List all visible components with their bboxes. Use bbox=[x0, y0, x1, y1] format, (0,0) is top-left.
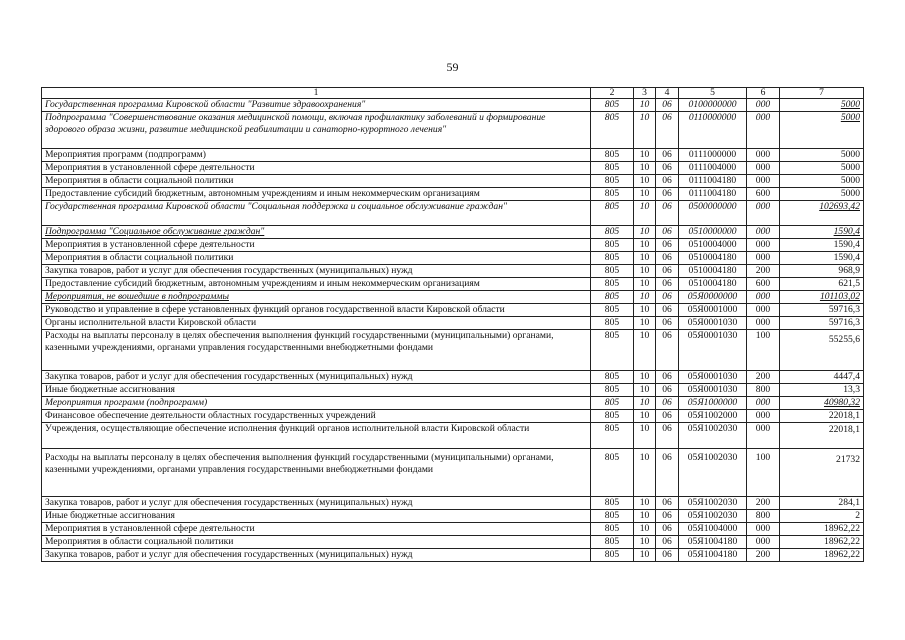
row-col-3: 10 bbox=[634, 397, 656, 410]
row-col-3: 10 bbox=[634, 99, 656, 112]
row-col-3: 10 bbox=[634, 162, 656, 175]
row-col-4: 06 bbox=[656, 330, 679, 371]
row-col-5: 05Я1002030 bbox=[679, 449, 747, 497]
row-col-2: 805 bbox=[591, 549, 634, 562]
row-col-2: 805 bbox=[591, 384, 634, 397]
row-col-2: 805 bbox=[591, 201, 634, 226]
row-col-3: 10 bbox=[634, 497, 656, 510]
table-row bbox=[42, 239, 864, 252]
row-name: Расходы на выплаты персоналу в целях обеспечения выполнения функций государственными (муниципальными) органами, казенными учреждениями, органами управления государственными внебюджетными фондами bbox=[42, 330, 591, 371]
table-row bbox=[42, 523, 864, 536]
budget-table bbox=[41, 87, 864, 562]
row-col-6: 000 bbox=[747, 523, 780, 536]
header-col-5: 5 bbox=[679, 88, 747, 99]
row-col-5: 0110000000 bbox=[679, 112, 747, 149]
row-col-6: 100 bbox=[747, 449, 780, 497]
row-col-6: 000 bbox=[747, 162, 780, 175]
row-amount: 40980,32 bbox=[780, 397, 864, 410]
table-row bbox=[42, 497, 864, 510]
row-col-5: 05Я1004180 bbox=[679, 536, 747, 549]
row-col-6: 800 bbox=[747, 384, 780, 397]
row-amount: 5000 bbox=[780, 162, 864, 175]
header-row bbox=[42, 88, 864, 99]
table-row bbox=[42, 423, 864, 449]
row-col-2: 805 bbox=[591, 278, 634, 291]
row-col-5: 05Я0001030 bbox=[679, 317, 747, 330]
table-row bbox=[42, 510, 864, 523]
row-col-6: 000 bbox=[747, 175, 780, 188]
row-amount: 2 bbox=[780, 510, 864, 523]
table-row bbox=[42, 449, 864, 497]
row-col-2: 805 bbox=[591, 252, 634, 265]
row-col-4: 06 bbox=[656, 449, 679, 497]
row-col-4: 06 bbox=[656, 536, 679, 549]
row-name: Закупка товаров, работ и услуг для обеспечения государственных (муниципальных) нужд bbox=[42, 265, 591, 278]
row-col-3: 10 bbox=[634, 112, 656, 149]
row-col-2: 805 bbox=[591, 226, 634, 239]
row-col-6: 800 bbox=[747, 510, 780, 523]
row-col-5: 05Я0001030 bbox=[679, 384, 747, 397]
row-name: Подпрограмма "Социальное обслуживание граждан" bbox=[42, 226, 591, 239]
row-amount: 5000 bbox=[780, 112, 864, 149]
table-row bbox=[42, 304, 864, 317]
table-row bbox=[42, 410, 864, 423]
row-col-3: 10 bbox=[634, 317, 656, 330]
row-name: Финансовое обеспечение деятельности областных государственных учреждений bbox=[42, 410, 591, 423]
row-col-6: 100 bbox=[747, 330, 780, 371]
row-col-3: 10 bbox=[634, 330, 656, 371]
row-col-4: 06 bbox=[656, 112, 679, 149]
row-col-4: 06 bbox=[656, 497, 679, 510]
table-row bbox=[42, 371, 864, 384]
row-name: Закупка товаров, работ и услуг для обеспечения государственных (муниципальных) нужд bbox=[42, 497, 591, 510]
header-col-1: 1 bbox=[42, 88, 591, 99]
table-row bbox=[42, 252, 864, 265]
row-col-2: 805 bbox=[591, 497, 634, 510]
row-col-6: 000 bbox=[747, 291, 780, 304]
row-name: Государственная программа Кировской области "Социальная поддержка и социальное обслуживание граждан" bbox=[42, 201, 591, 226]
row-name: Предоставление субсидий бюджетным, автономным учреждениям и иным некоммерческим организациям bbox=[42, 278, 591, 291]
row-col-5: 05Я0000000 bbox=[679, 291, 747, 304]
table-row bbox=[42, 188, 864, 201]
row-amount: 968,9 bbox=[780, 265, 864, 278]
row-col-2: 805 bbox=[591, 239, 634, 252]
row-col-3: 10 bbox=[634, 226, 656, 239]
row-name: Мероприятия в области социальной политики bbox=[42, 536, 591, 549]
table-row bbox=[42, 265, 864, 278]
row-col-3: 10 bbox=[634, 278, 656, 291]
row-col-2: 805 bbox=[591, 397, 634, 410]
row-col-2: 805 bbox=[591, 188, 634, 201]
row-col-5: 05Я0001000 bbox=[679, 304, 747, 317]
row-amount: 18962,22 bbox=[780, 523, 864, 536]
row-col-6: 000 bbox=[747, 410, 780, 423]
row-col-4: 06 bbox=[656, 278, 679, 291]
row-col-3: 10 bbox=[634, 201, 656, 226]
row-col-6: 200 bbox=[747, 549, 780, 562]
row-col-5: 0500000000 bbox=[679, 201, 747, 226]
row-amount: 18962,22 bbox=[780, 536, 864, 549]
table-row bbox=[42, 397, 864, 410]
row-col-4: 06 bbox=[656, 371, 679, 384]
row-amount: 102693,42 bbox=[780, 201, 864, 226]
row-amount: 13,3 bbox=[780, 384, 864, 397]
row-col-5: 0510004180 bbox=[679, 265, 747, 278]
row-name: Закупка товаров, работ и услуг для обеспечения государственных (муниципальных) нужд bbox=[42, 549, 591, 562]
row-name: Расходы на выплаты персоналу в целях обеспечения выполнения функций государственными (муниципальными) органами, казенными учреждениями, органами управления государственными внебюджетными фондами bbox=[42, 449, 591, 497]
row-col-4: 06 bbox=[656, 188, 679, 201]
row-col-5: 0111004180 bbox=[679, 175, 747, 188]
row-col-2: 805 bbox=[591, 510, 634, 523]
row-col-3: 10 bbox=[634, 304, 656, 317]
table-row bbox=[42, 317, 864, 330]
row-col-2: 805 bbox=[591, 371, 634, 384]
row-amount: 59716,3 bbox=[780, 304, 864, 317]
row-amount: 5000 bbox=[780, 149, 864, 162]
row-col-2: 805 bbox=[591, 149, 634, 162]
header-col-3: 3 bbox=[634, 88, 656, 99]
row-col-5: 0100000000 bbox=[679, 99, 747, 112]
row-name: Мероприятия в установленной сфере деятельности bbox=[42, 162, 591, 175]
row-col-6: 000 bbox=[747, 149, 780, 162]
row-col-3: 10 bbox=[634, 423, 656, 449]
row-amount: 22018,1 bbox=[780, 410, 864, 423]
row-col-4: 06 bbox=[656, 291, 679, 304]
row-col-6: 000 bbox=[747, 112, 780, 149]
row-col-6: 600 bbox=[747, 278, 780, 291]
row-name: Органы исполнительной власти Кировской области bbox=[42, 317, 591, 330]
row-name: Закупка товаров, работ и услуг для обеспечения государственных (муниципальных) нужд bbox=[42, 371, 591, 384]
row-name: Мероприятия программ (подпрограмм) bbox=[42, 397, 591, 410]
row-col-2: 805 bbox=[591, 99, 634, 112]
row-col-6: 200 bbox=[747, 371, 780, 384]
row-col-4: 06 bbox=[656, 423, 679, 449]
row-col-6: 200 bbox=[747, 497, 780, 510]
row-col-2: 805 bbox=[591, 162, 634, 175]
row-col-3: 10 bbox=[634, 510, 656, 523]
table-row bbox=[42, 175, 864, 188]
row-col-6: 000 bbox=[747, 536, 780, 549]
row-name: Мероприятия в установленной сфере деятельности bbox=[42, 239, 591, 252]
row-col-5: 0510000000 bbox=[679, 226, 747, 239]
row-col-2: 805 bbox=[591, 291, 634, 304]
row-amount: 284,1 bbox=[780, 497, 864, 510]
table-row bbox=[42, 99, 864, 112]
row-amount: 59716,3 bbox=[780, 317, 864, 330]
row-col-6: 000 bbox=[747, 226, 780, 239]
row-col-3: 10 bbox=[634, 265, 656, 278]
table-row bbox=[42, 112, 864, 149]
row-amount: 55255,6 bbox=[780, 330, 864, 371]
row-col-5: 05Я1004000 bbox=[679, 523, 747, 536]
row-col-6: 000 bbox=[747, 397, 780, 410]
row-col-3: 10 bbox=[634, 449, 656, 497]
table-row bbox=[42, 330, 864, 371]
row-amount: 5000 bbox=[780, 99, 864, 112]
row-col-4: 06 bbox=[656, 252, 679, 265]
row-col-2: 805 bbox=[591, 523, 634, 536]
row-col-4: 06 bbox=[656, 162, 679, 175]
row-amount: 101103,02 bbox=[780, 291, 864, 304]
row-col-3: 10 bbox=[634, 252, 656, 265]
row-col-6: 000 bbox=[747, 252, 780, 265]
row-col-4: 06 bbox=[656, 510, 679, 523]
row-amount: 5000 bbox=[780, 175, 864, 188]
row-col-5: 0510004180 bbox=[679, 278, 747, 291]
row-col-6: 000 bbox=[747, 201, 780, 226]
page-number: 59 bbox=[446, 60, 459, 74]
row-name: Подпрограмма "Совершенствование оказания медицинской помощи, включая профилактику заболеваний и формирование здорового образа жизни, развитие медицинской реабилитации и санаторно-курортного лечения" bbox=[42, 112, 591, 149]
row-col-5: 05Я1000000 bbox=[679, 397, 747, 410]
row-col-5: 05Я0001030 bbox=[679, 371, 747, 384]
row-col-5: 05Я1002030 bbox=[679, 423, 747, 449]
row-col-4: 06 bbox=[656, 410, 679, 423]
table-row bbox=[42, 149, 864, 162]
row-col-4: 06 bbox=[656, 201, 679, 226]
row-col-4: 06 bbox=[656, 523, 679, 536]
header-col-6: 6 bbox=[747, 88, 780, 99]
row-name: Учреждения, осуществляющие обеспечение исполнения функций органов исполнительной власти Кировской области bbox=[42, 423, 591, 449]
row-col-6: 200 bbox=[747, 265, 780, 278]
row-col-2: 805 bbox=[591, 423, 634, 449]
row-amount: 1590,4 bbox=[780, 239, 864, 252]
row-col-4: 06 bbox=[656, 226, 679, 239]
row-col-4: 06 bbox=[656, 317, 679, 330]
row-amount: 1590,4 bbox=[780, 252, 864, 265]
row-col-4: 06 bbox=[656, 397, 679, 410]
table-row bbox=[42, 536, 864, 549]
row-col-4: 06 bbox=[656, 239, 679, 252]
row-col-4: 06 bbox=[656, 384, 679, 397]
table-row bbox=[42, 226, 864, 239]
row-col-3: 10 bbox=[634, 149, 656, 162]
row-col-2: 805 bbox=[591, 304, 634, 317]
table-row bbox=[42, 162, 864, 175]
row-col-5: 0111004180 bbox=[679, 188, 747, 201]
row-col-3: 10 bbox=[634, 291, 656, 304]
row-col-5: 05Я1002030 bbox=[679, 510, 747, 523]
table-row bbox=[42, 291, 864, 304]
row-name: Мероприятия в области социальной политики bbox=[42, 252, 591, 265]
row-name: Иные бюджетные ассигнования bbox=[42, 510, 591, 523]
row-col-6: 600 bbox=[747, 188, 780, 201]
row-amount: 21732 bbox=[780, 449, 864, 497]
table-row bbox=[42, 201, 864, 226]
row-col-5: 05Я1002030 bbox=[679, 497, 747, 510]
row-col-3: 10 bbox=[634, 549, 656, 562]
row-amount: 1590,4 bbox=[780, 226, 864, 239]
row-col-2: 805 bbox=[591, 330, 634, 371]
row-col-6: 000 bbox=[747, 99, 780, 112]
row-col-2: 805 bbox=[591, 317, 634, 330]
row-col-3: 10 bbox=[634, 384, 656, 397]
row-col-4: 06 bbox=[656, 549, 679, 562]
row-col-5: 05Я1004180 bbox=[679, 549, 747, 562]
row-name: Мероприятия в области социальной политики bbox=[42, 175, 591, 188]
row-col-6: 000 bbox=[747, 317, 780, 330]
row-name: Мероприятия программ (подпрограмм) bbox=[42, 149, 591, 162]
row-col-2: 805 bbox=[591, 449, 634, 497]
table-row bbox=[42, 384, 864, 397]
header-col-2: 2 bbox=[591, 88, 634, 99]
row-amount: 18962,22 bbox=[780, 549, 864, 562]
row-name: Мероприятия, не вошедшие в подпрограммы bbox=[42, 291, 591, 304]
row-col-5: 05Я0001030 bbox=[679, 330, 747, 371]
row-col-5: 0510004000 bbox=[679, 239, 747, 252]
row-amount: 22018,1 bbox=[780, 423, 864, 449]
table-body bbox=[42, 99, 864, 562]
row-col-3: 10 bbox=[634, 175, 656, 188]
row-col-5: 05Я1002000 bbox=[679, 410, 747, 423]
row-col-3: 10 bbox=[634, 410, 656, 423]
header-col-7: 7 bbox=[780, 88, 864, 99]
row-col-2: 805 bbox=[591, 265, 634, 278]
row-col-6: 000 bbox=[747, 239, 780, 252]
row-col-5: 0510004180 bbox=[679, 252, 747, 265]
row-col-4: 06 bbox=[656, 149, 679, 162]
row-col-3: 10 bbox=[634, 239, 656, 252]
row-amount: 4447,4 bbox=[780, 371, 864, 384]
row-col-2: 805 bbox=[591, 410, 634, 423]
table-row bbox=[42, 549, 864, 562]
row-col-2: 805 bbox=[591, 112, 634, 149]
row-col-6: 000 bbox=[747, 423, 780, 449]
row-name: Предоставление субсидий бюджетным, автономным учреждениям и иным некоммерческим организациям bbox=[42, 188, 591, 201]
header-col-4: 4 bbox=[656, 88, 679, 99]
row-name: Мероприятия в установленной сфере деятельности bbox=[42, 523, 591, 536]
row-col-4: 06 bbox=[656, 175, 679, 188]
row-amount: 5000 bbox=[780, 188, 864, 201]
row-col-3: 10 bbox=[634, 536, 656, 549]
row-col-4: 06 bbox=[656, 304, 679, 317]
row-name: Государственная программа Кировской области "Развитие здравоохранения" bbox=[42, 99, 591, 112]
row-col-3: 10 bbox=[634, 523, 656, 536]
table-row bbox=[42, 278, 864, 291]
row-col-2: 805 bbox=[591, 536, 634, 549]
row-col-5: 0111000000 bbox=[679, 149, 747, 162]
row-col-5: 0111004000 bbox=[679, 162, 747, 175]
row-amount: 621,5 bbox=[780, 278, 864, 291]
row-col-6: 000 bbox=[747, 304, 780, 317]
row-col-2: 805 bbox=[591, 175, 634, 188]
row-name: Иные бюджетные ассигнования bbox=[42, 384, 591, 397]
row-col-4: 06 bbox=[656, 265, 679, 278]
row-col-4: 06 bbox=[656, 99, 679, 112]
row-name: Руководство и управление в сфере установленных функций органов государственной власти Кировской области bbox=[42, 304, 591, 317]
row-col-3: 10 bbox=[634, 371, 656, 384]
row-col-3: 10 bbox=[634, 188, 656, 201]
